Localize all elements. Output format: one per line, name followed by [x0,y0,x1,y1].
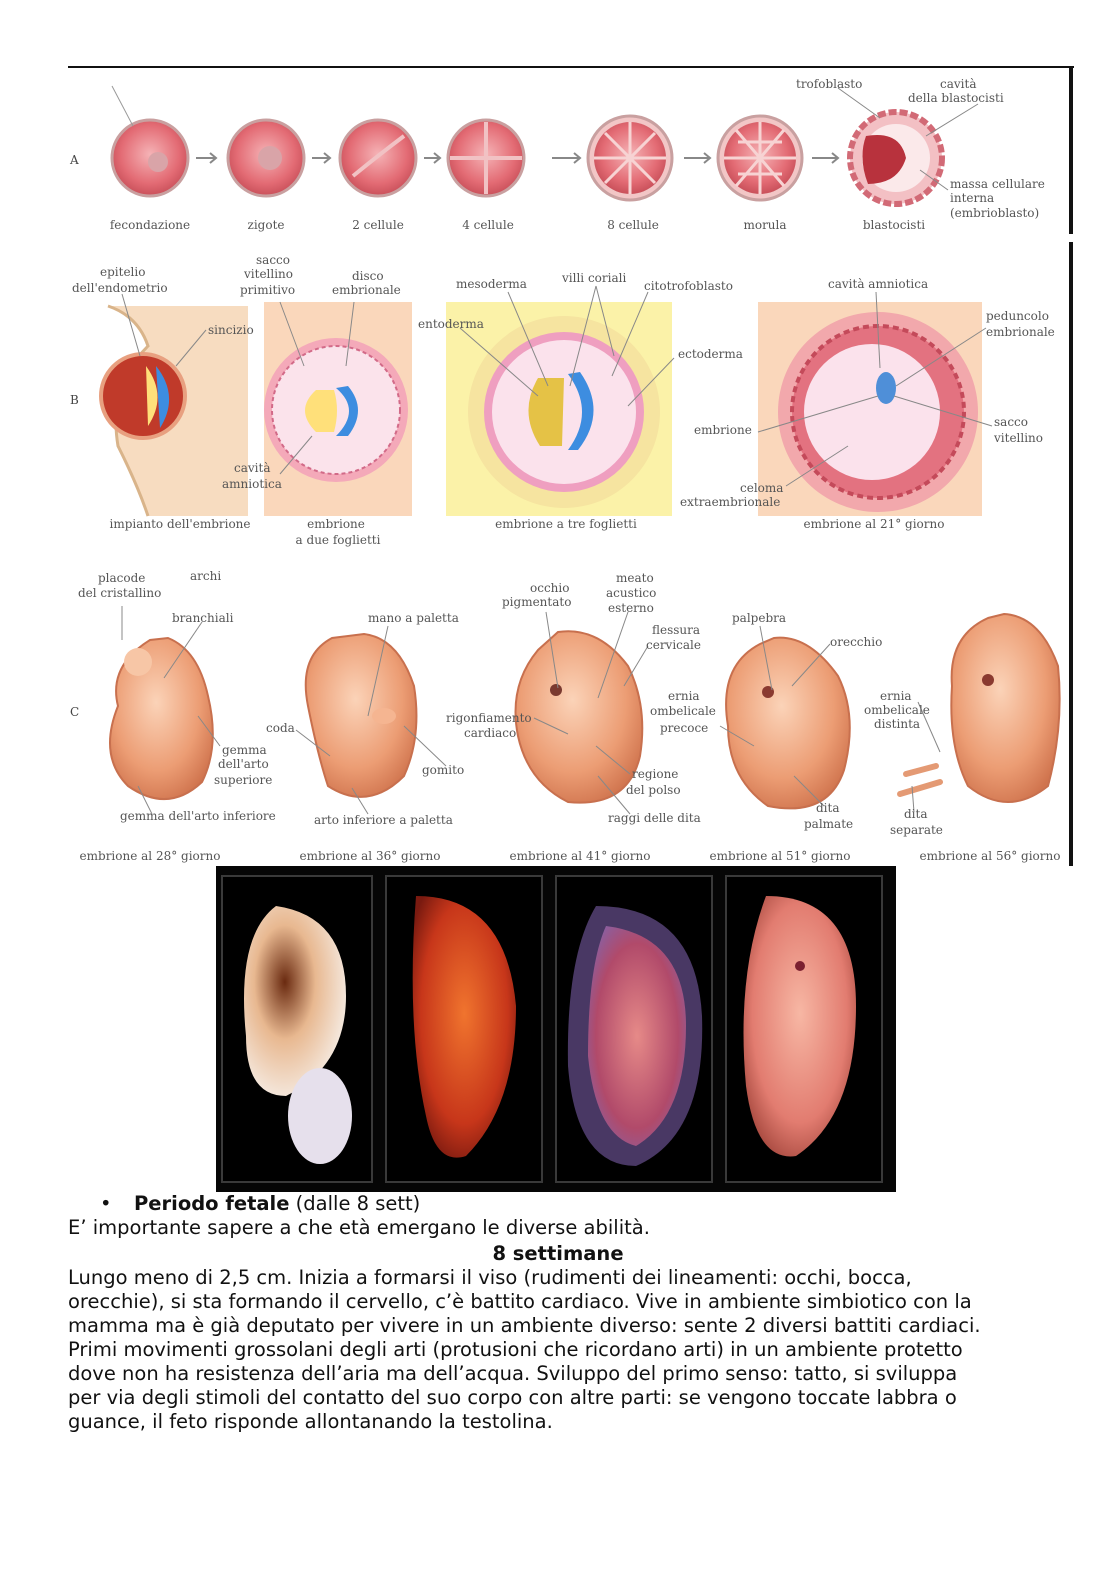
row-c-letter: C [70,705,80,719]
label-sincizio: sincizio [208,323,254,337]
label-disco-2: embrionale [332,283,401,297]
label-massa-2: interna [950,191,995,205]
embryo-41 [516,631,643,802]
paragraph-line: mamma ma è già deputato per vivere in un ambiente diverso: sente 2 diversi battiti cardiaci. [68,1314,981,1337]
label-raggi: raggi delle dita [608,811,701,825]
label-sacco-1: sacco [256,253,290,267]
bullet-dot: • [100,1192,112,1215]
row-a-letter: A [70,153,79,167]
label-meato-2: acustico [606,586,657,600]
paragraph-line: guance, il feto risponde allontanando la testolina. [68,1410,553,1433]
label-archi-2: branchiali [172,611,234,625]
label-trofoblasto: trofoblasto [796,77,863,91]
label-ernia-1: ernia [668,689,700,703]
row-b-letter: B [70,393,79,407]
caption-blastocisti: blastocisti [862,218,926,232]
label-peduncolo-2: embrionale [986,325,1055,339]
tre-foglietti-illustration [446,302,672,516]
stage-8-cellule [588,116,672,200]
caption-21-giorno: embrione al 21° giorno [803,517,945,531]
caption-zigote: zigote [247,218,285,232]
label-embrione: embrione [694,423,752,437]
label-gemma-sup-3: superiore [214,773,273,787]
caption-morula: morula [743,218,787,232]
label-entoderma: entoderma [418,317,484,331]
paragraph-line: Primi movimenti grossolani degli arti (protusioni che ricordano arti) in un ambiente protetto [68,1338,963,1361]
label-mano: mano a paletta [368,611,459,625]
paragraph [68,1266,1048,1434]
label-cavita-amniotica: cavità amniotica [828,277,929,291]
stage-morula [718,116,802,200]
stage-blastocisti [850,112,942,204]
label-gomito: gomito [422,763,465,777]
label-occhio-2: pigmentato [502,595,572,609]
label-gemma-inf: gemma dell'arto inferiore [120,809,276,823]
label-massa-3: (embrioblasto) [950,206,1040,220]
label-ernia-2: ombelicale [650,704,716,718]
label-rigonf-2: cardiaco [464,726,517,740]
stage-zigote [228,120,304,196]
caption-41-giorno: embrione al 41° giorno [509,849,651,863]
bullet-rest: (dalle 8 sett) [289,1192,421,1215]
label-dita-p-2: palmate [804,817,854,831]
caption-4-cellule: 4 cellule [462,218,514,232]
caption-51-giorno: embrione al 51° giorno [709,849,851,863]
label-sacco-3: primitivo [240,283,296,297]
caption-due-foglietti-1: embrione [307,517,365,531]
label-ernia-3: precoce [660,721,709,735]
diagram-svg [68,66,1076,866]
caption-fecondazione: fecondazione [109,218,191,232]
label-archi-1: archi [190,569,222,583]
caption-8-cellule: 8 cellule [607,218,659,232]
label-villi: villi coriali [562,271,627,285]
label-epitelio-1: epitelio [100,265,146,279]
label-gemma-sup-2: dell'arto [218,757,269,771]
label-sacco-2: vitellino [244,267,294,281]
label-mesoderma: mesoderma [456,277,527,291]
caption-28-giorno: embrione al 28° giorno [79,849,221,863]
caption-56-giorno: embrione al 56° giorno [919,849,1061,863]
label-palpebra: palpebra [732,611,787,625]
caption-2-cellule: 2 cellule [352,218,404,232]
caption-due-foglietti-2: a due foglietti [295,533,381,547]
embryo-photo-strip [216,866,896,1192]
label-meato-1: meato [616,571,654,585]
label-celoma-2: extraembrionale [680,495,781,509]
label-ernia-d-2: ombelicale [864,703,930,717]
embryo-36 [306,634,417,797]
due-foglietti-illustration [264,302,412,516]
label-disco-1: disco [352,269,384,283]
caption-tre-foglietti: embrione a tre foglietti [495,517,637,531]
embryo-51 [726,638,850,809]
label-dita-s-1: dita [904,807,928,821]
intro-line: E’ importante sapere a che età emergano le diverse abilità. [68,1216,650,1239]
label-peduncolo-1: peduncolo [986,309,1049,323]
label-dita-s-2: separate [890,823,943,837]
label-flessura-1: flessura [652,623,701,637]
label-cavita-2: della blastocisti [908,91,1004,105]
paragraph-line: dove non ha resistenza dell’aria ma dell’acqua. Sviluppo del primo senso: tatto, si sviluppa [68,1362,958,1385]
label-massa-1: massa cellulare [950,177,1045,191]
label-ernia-d-1: ernia [880,689,912,703]
label-citotrofoblasto: citotrofoblasto [644,279,733,293]
label-arto-inf: arto inferiore a paletta [314,813,453,827]
label-cavita-amn-2: amniotica [222,477,282,491]
label-cavita-amn-1: cavità [234,461,271,475]
giorno21-illustration [758,302,982,516]
paragraph-line: orecchie), si sta formando il cervello, c’è battito cardiaco. Vive in ambiente simbiotico con la [68,1290,972,1313]
label-regione-1: regione [632,767,679,781]
stage-4-cellule [448,120,524,196]
label-ernia-d-3: distinta [874,717,921,731]
label-sacco-v-1: sacco [994,415,1028,429]
label-gemma-sup-1: gemma [222,743,267,757]
label-sacco-v-2: vitellino [994,431,1044,445]
embryo-28 [110,638,213,799]
label-celoma-1: celoma [740,481,784,495]
label-orecchio: orecchio [830,635,883,649]
label-regione-2: del polso [626,783,681,797]
label-flessura-2: cervicale [646,638,701,652]
paragraph-line: Lungo meno di 2,5 cm. Inizia a formarsi il viso (rudimenti dei lineamenti: occhi, bocca, [68,1266,912,1289]
label-meato-3: esterno [608,601,654,615]
label-dita-p-1: dita [816,801,840,815]
label-placode-1: placode [98,571,146,585]
stage-2-cellule [340,120,416,196]
caption-impianto: impianto dell'embrione [109,517,251,531]
label-rigonf-1: rigonfiamento [446,711,532,725]
embryo-photos-svg [216,866,896,1192]
embryo-development-diagram [68,66,1076,866]
stage-fecondazione [112,86,188,196]
label-cavita-1: cavità [940,77,977,91]
label-placode-2: del cristallino [78,586,162,600]
section-heading: 8 settimane [492,1242,624,1265]
label-occhio-1: occhio [530,581,570,595]
bullet-periodo-fetale [100,1192,420,1216]
bullet-bold: Periodo fetale [134,1192,290,1215]
paragraph-line: per via degli stimoli del contatto del suo corpo con altre parti: se vengono toccate labbra o [68,1386,957,1409]
label-epitelio-2: dell'endometrio [72,281,168,295]
label-ectoderma: ectoderma [678,347,743,361]
caption-36-giorno: embrione al 36° giorno [299,849,441,863]
label-coda: coda [266,721,295,735]
